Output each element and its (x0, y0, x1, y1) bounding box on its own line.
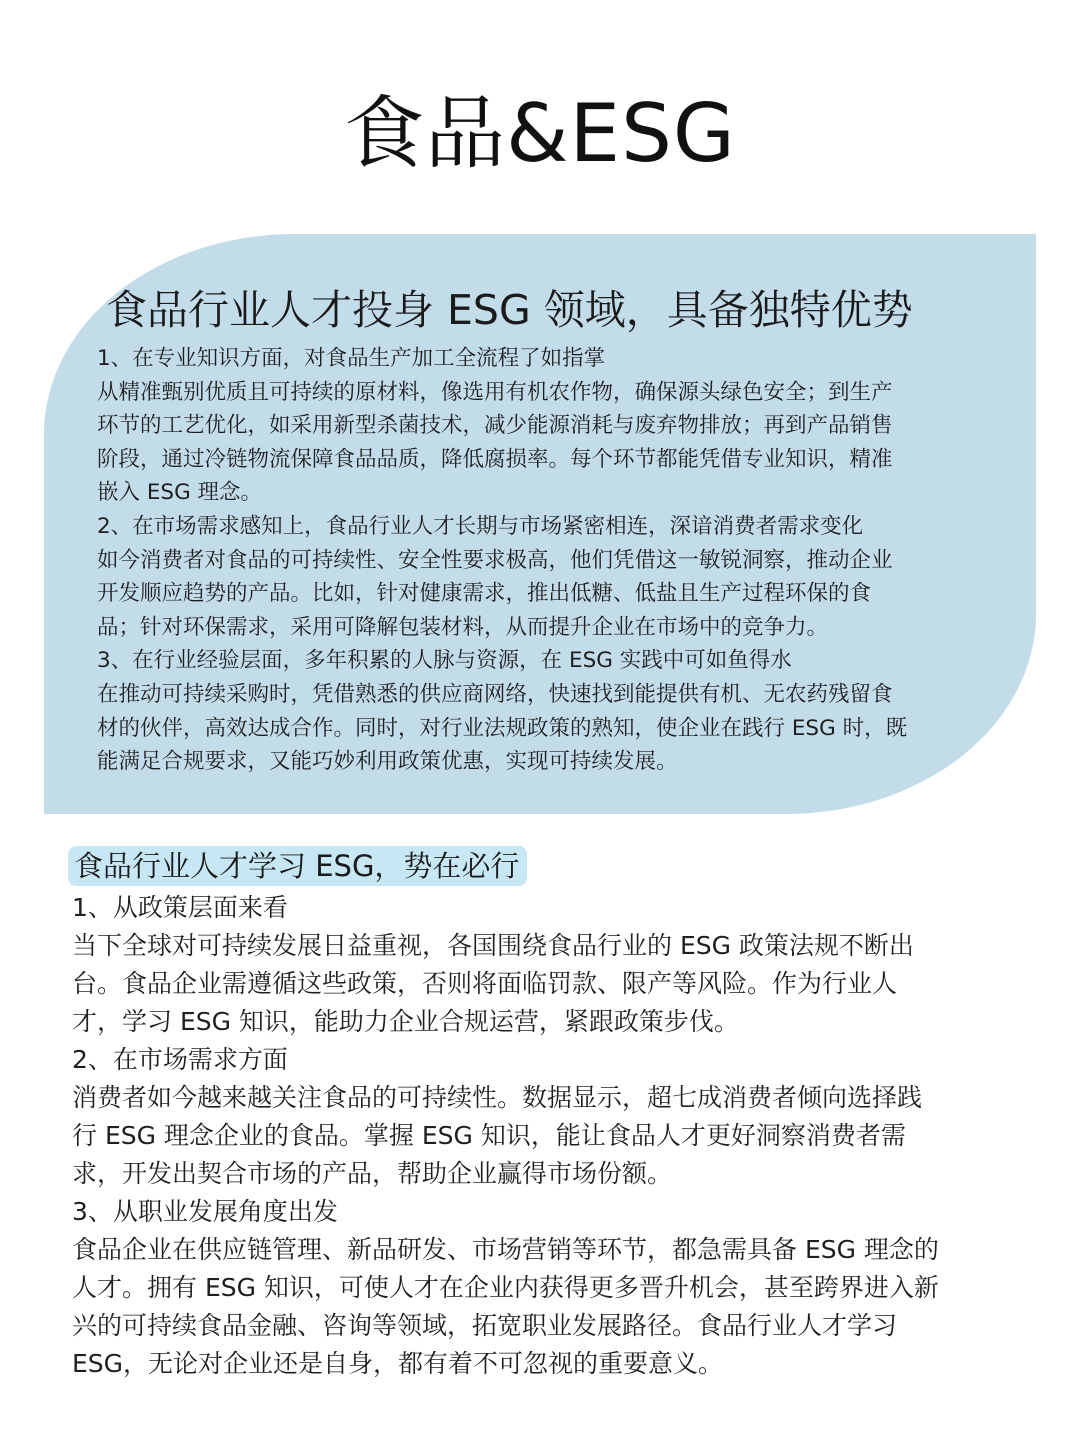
advantage-card-heading: 食品行业人才投身 ESG 领域，具备独特优势 (106, 286, 913, 334)
card-text-line: 品；针对环保需求，采用可降解包装材料，从而提升企业在市场中的竞争力。 (97, 614, 829, 640)
card-text-line: 2、在市场需求感知上，食品行业人才长期与市场紧密相连，深谙消费者需求变化 (97, 513, 864, 539)
section-text-line: 3、从职业发展角度出发 (72, 1197, 338, 1226)
page-title: 食品&ESG (344, 87, 736, 180)
section-text-line: 2、在市场需求方面 (72, 1045, 288, 1074)
card-text-line: 材的伙伴，高效达成合作。同时，对行业法规政策的熟知，使企业在践行 ESG 时，既 (97, 715, 908, 741)
section-text-line: 消费者如今越来越关注食品的可持续性。数据显示，超七成消费者倾向选择践 (72, 1083, 923, 1112)
card-text-line: 从精准甄别优质且可持续的原材料，像选用有机农作物，确保源头绿色安全；到生产 (97, 379, 893, 405)
learning-section-body (72, 889, 1032, 1383)
section-text-line: 台。食品企业需遵循这些政策，否则将面临罚款、限产等风险。作为行业人 (72, 969, 898, 998)
section-text-line: 当下全球对可持续发展日益重视，各国围绕食品行业的 ESG 政策法规不断出 (72, 931, 914, 960)
section-text-line: 1、从政策层面来看 (72, 893, 288, 922)
card-text-line: 环节的工艺优化，如采用新型杀菌技术，减少能源消耗与废弃物排放；再到产品销售 (97, 413, 893, 439)
section-text-line: 兴的可持续食品金融、咨询等领域，拓宽职业发展路径。食品行业人才学习 (72, 1311, 898, 1340)
card-text-line: 1、在专业知识方面，对食品生产加工全流程了如指掌 (97, 346, 606, 371)
card-text-line: 嵌入 ESG 理念。 (97, 480, 263, 506)
section-text-line: 行 ESG 理念企业的食品。掌握 ESG 知识，能让食品人才更好洞察消费者需 (72, 1121, 906, 1150)
section-text-line: 求，开发出契合市场的产品，帮助企业赢得市场份额。 (72, 1159, 673, 1188)
learning-section-heading: 食品行业人才学习 ESG，势在必行 (68, 846, 527, 886)
card-text-line: 能满足合规要求，又能巧妙利用政策优惠，实现可持续发展。 (97, 749, 678, 775)
section-text-line: 才，学习 ESG 知识，能助力企业合规运营，紧跟政策步伐。 (72, 1007, 739, 1036)
section-text-line: 人才。拥有 ESG 知识，可使人才在企业内获得更多晋升机会，甚至跨界进入新 (72, 1273, 939, 1302)
section-text-line: 食品企业在供应链管理、新品研发、市场营销等环节，都急需具备 ESG 理念的 (72, 1235, 939, 1264)
card-text-line: 在推动可持续采购时，凭借熟悉的供应商网络，快速找到能提供有机、无农药残留食 (97, 681, 893, 707)
section-text-line: ESG，无论对企业还是自身，都有着不可忽视的重要意义。 (72, 1349, 724, 1378)
card-text-line: 如今消费者对食品的可持续性、安全性要求极高，他们凭借这一敏锐洞察，推动企业 (97, 547, 893, 573)
card-text-line: 阶段，通过冷链物流保障食品品质，降低腐损率。每个环节都能凭借专业知识，精准 (97, 446, 893, 472)
card-text-line: 3、在行业经验层面，多年积累的人脉与资源，在 ESG 实践中可如鱼得水 (97, 648, 792, 674)
card-text-line: 开发顺应趋势的产品。比如，针对健康需求，推出低糖、低盐且生产过程环保的食 (97, 581, 872, 607)
advantage-card-body (97, 342, 997, 779)
